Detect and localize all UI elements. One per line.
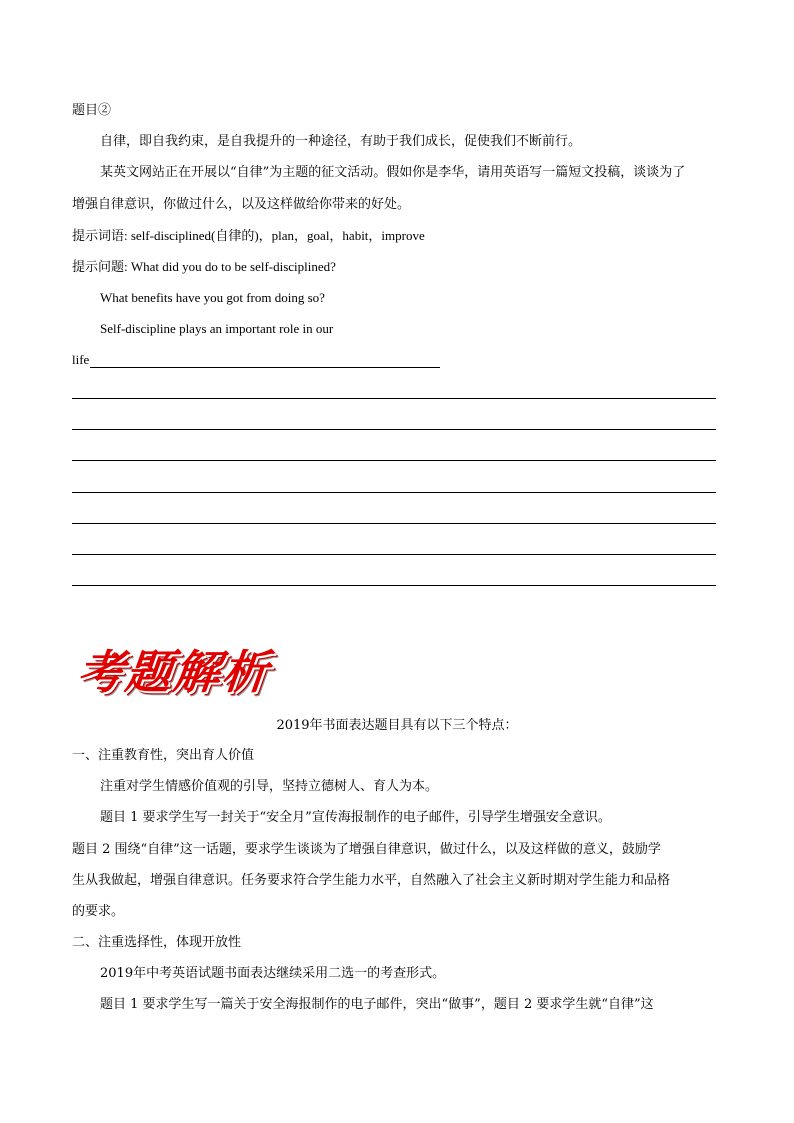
hint-words: 提示词语: self-disciplined(自律的)，plan，goal，habit，improve: [72, 228, 425, 243]
writing-blank-first: [90, 367, 440, 368]
writing-line: [72, 585, 716, 586]
analysis-title: 2019年书面表达题目具有以下三个特点：: [276, 718, 518, 733]
writing-line: [72, 398, 716, 399]
analysis-p2-line2: 题目 1 要求学生写一篇关于安全海报制作的电子邮件，突出“做事”，题目 2 要求学生就“自律”这: [100, 997, 654, 1012]
writing-line: [72, 554, 716, 555]
writing-line: [72, 492, 716, 493]
hint-questions: 提示问题: What did you do to be self-disciplined?: [72, 259, 336, 274]
topic-task-line2: 增强自律意识，你做过什么，以及这样做给你带来的好处。: [72, 197, 411, 212]
writing-line: [72, 429, 716, 430]
analysis-p1-line2: 题目 1 要求学生写一封关于“安全月”宣传海报制作的电子邮件，引导学生增强安全意识。: [100, 810, 611, 825]
topic-intro: 自律，即自我约束，是自我提升的一种途径，有助于我们成长，促使我们不断前行。: [100, 134, 582, 149]
essay-starter: Self-discipline plays an important role in our: [100, 321, 334, 336]
analysis-p2-line1: 2019年中考英语试题书面表达继续采用二选一的考查形式。: [100, 966, 446, 981]
analysis-point2: 二、注重选择性，体现开放性: [72, 935, 242, 950]
section-logo: 考题解析: [74, 645, 273, 699]
analysis-p1-line5: 的要求。: [72, 904, 125, 919]
analysis-p1-line4: 生从我做起，增强自律意识。任务要求符合学生能力水平，自然融入了社会主义新时期对学生能力和品格: [72, 873, 671, 888]
analysis-point1: 一、注重教育性，突出育人价值: [72, 748, 255, 763]
writing-line: [72, 523, 716, 524]
writing-line: [72, 460, 716, 461]
hint-question-2: What benefits have you got from doing so?: [100, 290, 325, 305]
topic-heading: 题目②: [72, 103, 112, 118]
topic-task-line1: 某英文网站正在开展以“自律”为主题的征文活动。假如你是李华，请用英语写一篇短文投稿，谈谈为了: [100, 165, 686, 180]
analysis-p1-line3: 题目 2 围绕“自律”这一话题，要求学生谈谈为了增强自律意识，做过什么，以及这样做的意义，鼓励学: [72, 842, 661, 857]
analysis-p1-line1: 注重对学生情感价值观的引导，坚持立德树人、育人为本。: [100, 779, 439, 794]
essay-starter-end: life: [72, 352, 90, 367]
